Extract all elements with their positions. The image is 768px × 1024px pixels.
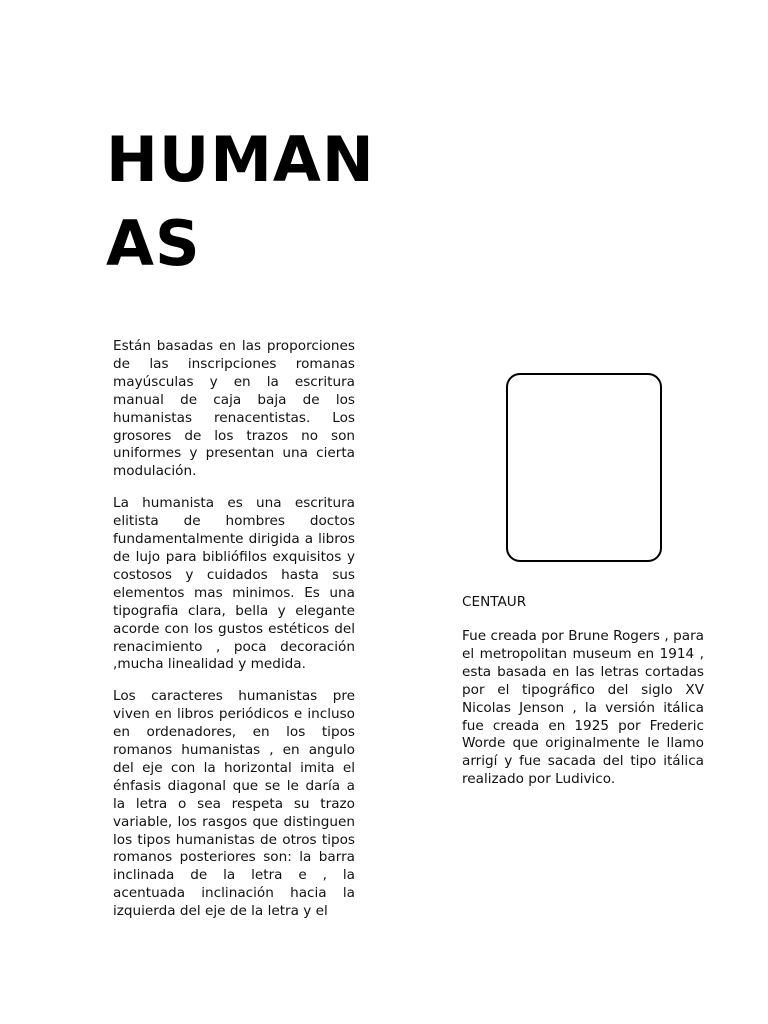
image-placeholder-frame (506, 373, 662, 562)
font-name-heading: CENTAUR (462, 594, 527, 610)
title-line-2: AS (106, 207, 201, 280)
paragraph-1: Están basadas en las proporciones de las inscripciones romanas mayúsculas y en la escritura manual de caja baja de los humanistas renacentistas. Los grosores de los trazos no son uniformes y presentan una cierta modulación. (113, 338, 355, 480)
centaur-description: Fue creada por Brune Rogers , para el metropolitan museum en 1914 , esta basada en las letras cortadas por el tipográfico del siglo XV Nicolas Jenson , la versión itálica fue creada en 1925 por Frederic Worde que originalmente le llamo arrigí y fue sacada del tipo itálica realizado por Ludivico. (462, 628, 704, 788)
left-text-column (113, 338, 355, 972)
right-text-column (462, 593, 704, 789)
page-title (106, 118, 376, 286)
paragraph-2: La humanista es una escritura elitista de hombres doctos fundamentalmente dirigida a libros de lujo para bibliófilos exquisitos y costosos y cuidados hasta sus elementos mas minimos. Es una tipografia clara, bella y elegante acorde con los gustos estéticos del renacimiento , poca decoración ,mucha linealidad y medida. (113, 495, 355, 673)
title-line-1: HUMAN (106, 123, 375, 196)
paragraph-3: Los caracteres humanistas pre viven en libros periódicos e incluso en ordenadores, en los tipos romanos humanistas , en angulo del eje con la horizontal imita el énfasis diagonal que se le daría a la letra o sea respeta su trazo variable, los rasgos que distinguen los tipos humanistas de otros tipos romanos posteriores son: la barra inclinada de la letra e , la acentuada inclinación hacia la izquierda del eje de la letra y el (113, 688, 355, 920)
